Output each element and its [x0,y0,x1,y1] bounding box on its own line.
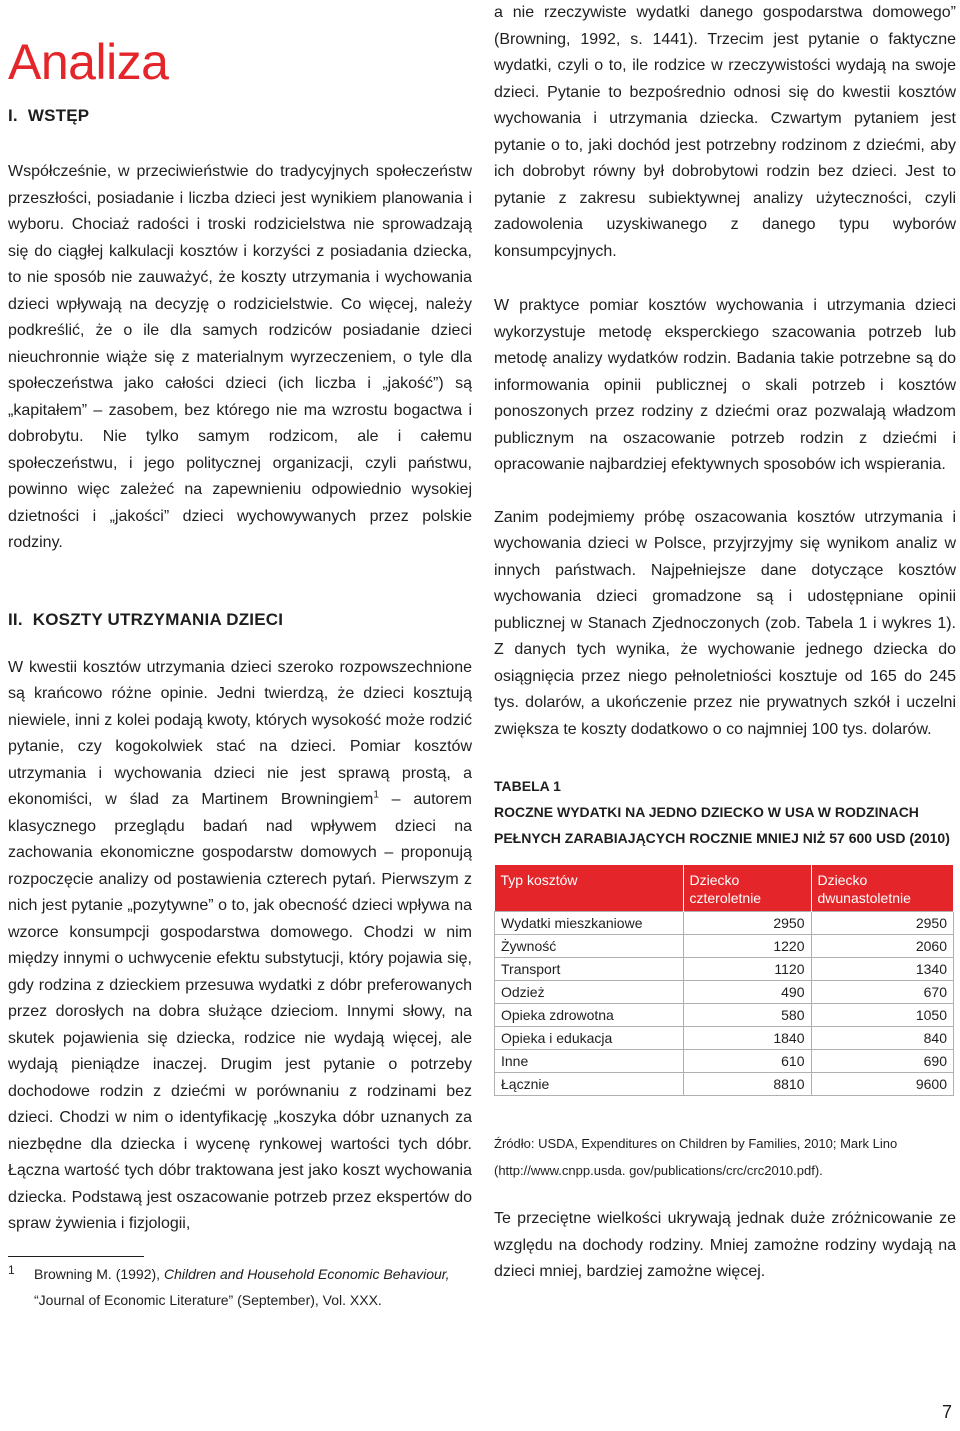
value-four-year-old: 8810 [683,1073,811,1096]
value-four-year-old: 610 [683,1050,811,1073]
value-four-year-old: 1840 [683,1027,811,1050]
cost-type: Odzież [495,981,684,1004]
page-number: 7 [941,1402,952,1422]
value-four-year-old: 2950 [683,912,811,935]
cost-type: Transport [495,958,684,981]
footnote-number: 1 [8,1262,15,1277]
table-row [495,1050,954,1073]
costs-text-part1: W kwestii kosztów utrzymania dzieci szeroko rozpowszechnione są krańcowo różne opinie. Jedni twierdzą, że dzieci kosztują niewiele, inni z kolei podają kwoty, których wysokość może rodzić pytanie, czy kogokolwiek stać na dzieci. Pomiar kosztów utrzymania i wychowania dzieci nie jest sprawą prostą, a ekonomiści, w ślad za Martinem Browningiem [8,658,472,808]
table-row [495,1027,954,1050]
table-row [495,1004,954,1027]
section-number: I. [8,106,18,125]
value-twelve-year-old: 2950 [811,912,954,935]
table-row [495,912,954,935]
footnote [8,1261,472,1313]
value-four-year-old: 1220 [683,935,811,958]
table-caption: ROCZNE WYDATKI NA JEDNO DZIECKO W USA W RODZINACH PEŁNYCH ZARABIAJĄCYCH ROCZNIE MNIEJ NIŻ 57 600 USD (2010) [494,804,950,846]
value-four-year-old: 1120 [683,958,811,981]
column-header: Dziecko czteroletnie [683,865,811,912]
value-twelve-year-old: 670 [811,981,954,1004]
cost-type: Wydatki mieszkaniowe [495,912,684,935]
left-column [8,103,472,1313]
value-twelve-year-old: 1050 [811,1004,954,1027]
footnote-divider [8,1256,144,1257]
cost-type: Inne [495,1050,684,1073]
value-four-year-old: 490 [683,981,811,1004]
cost-type: Opieka zdrowotna [495,1004,684,1027]
right-column [494,0,956,1286]
table-row [495,935,954,958]
costs-paragraph [8,655,472,1238]
value-twelve-year-old: 1340 [811,958,954,981]
value-twelve-year-old: 2060 [811,935,954,958]
column-header: Dziecko dwunastoletnie [811,865,954,912]
cost-type: Łącznie [495,1073,684,1096]
paragraph-comparison: Zanim podejmiemy próbę oszacowania kosztów utrzymania i wychowania dzieci w Polsce, przyjrzyjmy się wynikom analiz w innych państwach. Najpełniejsze dane dotyczące kosztów wychowania dzieci gromadzone są i udostępniane opinii publicznej w Stanach Zjednoczonych (zob. Tabela 1 i wykres 1). Z danych tych wynika, że wychowanie jednego dziecka do osiągnięcia przez niego pełnoletniości kosztuje od 165 do 245 tys. dolarów, a ukończenie przez nie prywatnych szkół i uczelni zwiększa te koszty dodatkowo o co najmniej 100 tys. dolarów. [494,508,956,738]
page-title: Analiza [8,33,169,90]
table-header-row [495,865,954,912]
table-label: TABELA 1 [494,778,561,794]
table-source: Źródło: USDA, Expenditures on Children by Families, 2010; Mark Lino (http://www.cnpp.usda. gov/publications/crc/crc2010.pdf). [494,1136,898,1178]
value-twelve-year-old: 9600 [811,1073,954,1096]
costs-text-part2: – autorem klasycznego przeglądu badań nad wpływem dzieci na zachowania ekonomiczne gospodarstw domowych – proponują rozpoczęcie analizy od postawienia czterech pytań. Pierwszym z nich jest pytanie „pozytywne” o to, jak obecność dzieci wpływa na wzorce konsumpcji gospodarstwa domowego. Chodzi w nim między innymi o uchwycenie efektu substytucji, który pojawia się, gdy rodzina z dzieckiem przesuwa wydatki z dóbr preferowanych przez dorosłych na dobra służące dzieciom. Innymi słowy, na skutek pojawienia się dziecka, rodzice nie wydają więcej, ale wydają pieniądze inaczej. Drugim jest pytanie o potrzeby dochodowe rodzin z dziećmi w porównaniu z rodzinami bez dzieci. Chodzi w nim o identyfikację „koszyka dóbr uznanych za niezbędne dla dziecka i wycenę rynkowej wartości tych dóbr. Łączna wartość tych dóbr traktowana jest jako koszt wychowania dziecka. Podstawą jest oszacowanie potrzeb przez ekspertów do spraw żywienia i fizjologii, [8,791,473,1232]
section-number: II. [8,609,23,629]
section-heading-costs [8,607,472,633]
column-header: Typ kosztów [495,865,684,912]
section-title: WSTĘP [27,106,90,125]
value-twelve-year-old: 840 [811,1027,954,1050]
expenditures-table [494,865,954,1096]
cost-type: Żywność [495,935,684,958]
footnote-reference[interactable]: 1 [373,789,379,801]
table-row [495,958,954,981]
section-title: KOSZTY UTRZYMANIA DZIECI [32,609,284,629]
footnote-title: Children and Household Economic Behaviour, [163,1265,450,1282]
intro-paragraph: Współcześnie, w przeciwieństwie do tradycyjnych społeczeństw przeszłości, posiadanie i liczba dzieci jest wynikiem planowania i wyboru. Chociaż radości i troski rodzicielstwa nie sprowadzają się do ciągłej kalkulacji kosztów i korzyści z posiadania dziecka, to nie sposób nie zauważyć, że koszty utrzymania i wychowania dzieci wpływają na decyzję o rodzicielstwie. Co więcej, należy podkreślić, że o ile dla samych rodziców posiadanie dzieci nieuchronnie wiąże się z materialnym wyrzeczeniem, o tyle dla społeczeństwa jako całości dzieci (ich liczba i „jakość”) są „kapitałem” – zasobem, bez którego nie ma wzrostu bogactwa i dobrobytu. Nie tylko samym rodzicom, ale i całemu społeczeństwu, i jego politycznej organizacji, czyli państwu, powinno więc zależeć na zapewnieniu odpowiednio wysokiej dzietności i „jakości” dzieci wychowywanych przez polskie rodziny. [8,163,472,551]
value-twelve-year-old: 690 [811,1050,954,1073]
paragraph-practice: W praktyce pomiar kosztów wychowania i utrzymania dzieci wykorzystuje metodę eksperckiego szacowania potrzeb lub metodę analizy wydatków rodzin. Badania takie potrzebne są do informowania opinii publicznej o skali potrzeb i kosztów ponoszonych przez rodziny z dziećmi oraz pozwalają władzom publicznym na oszacowanie potrzeb rodzin z dziećmi i opracowanie najbardziej efektywnych sposobów ich wspierania. [494,297,956,473]
footnote-text-suffix: “Journal of Economic Literature” (September), Vol. XXX. [34,1291,382,1308]
paragraph-income-variation: Te przeciętne wielkości ukrywają jednak duże zróżnicowanie ze względu na dochody rodziny. Mniej zamożne rodziny wydają na dzieci mniej, bardziej zamożne więcej. [494,1210,956,1280]
table-row [495,981,954,1004]
footnote-text-prefix: Browning M. (1992), [34,1265,164,1282]
paragraph-questions: a nie rzeczywiste wydatki danego gospodarstwa domowego” (Browning, 1992, s. 1441). Trzecim jest pytanie o faktyczne wydatki, czyli o to, ile rodzice w rzeczywistości wydają na swoje dzieci. Pytanie to bezpośrednio odnosi się do kwestii kosztów wychowania i utrzymania dziecka. Czwartym pytaniem jest pytanie o to, jaki dochód jest potrzebny rodzinom z dziećmi, aby ich dobrobyt równy był dobrobytowi rodzin bez dzieci. Jest to pytanie z zakresu subiektywnej analizy użyteczności, czyli zadowolenia uzyskiwanego z danego typu wyborów konsumpcyjnych. [494,4,956,260]
section-heading-intro [8,103,472,129]
cost-type: Opieka i edukacja [495,1027,684,1050]
table-row-total [495,1073,954,1096]
value-four-year-old: 580 [683,1004,811,1027]
